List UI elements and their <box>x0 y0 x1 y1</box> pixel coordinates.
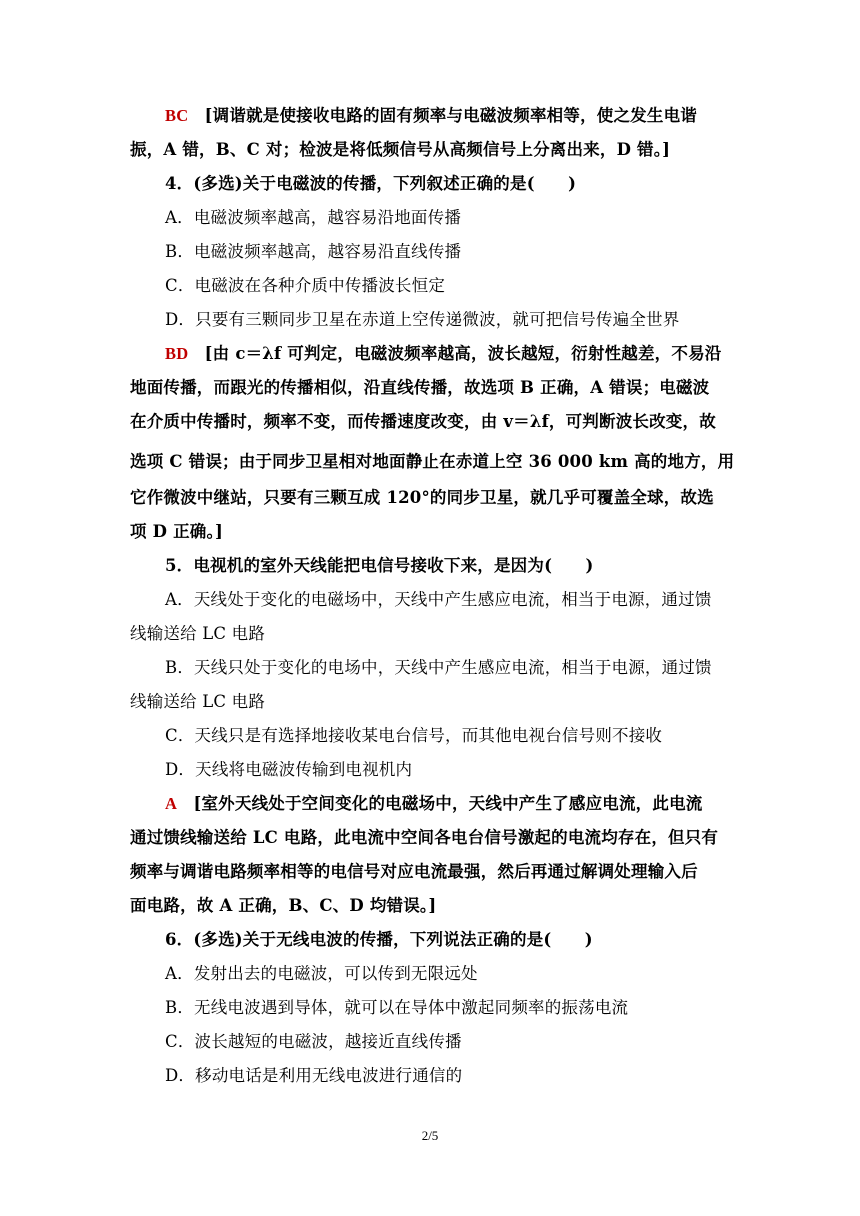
q5-answer-letters: A <box>165 794 178 813</box>
q5-answer-text: [室外天线处于空间变化的电磁场中，天线中产生了感应电流，此电流 <box>193 794 703 813</box>
q5-option-a-line-2: 线输送给 LC 电路 <box>130 624 266 643</box>
q5-answer-line-4: 面电路，故 A 正确，B、C、D 均错误。] <box>130 896 437 915</box>
q5-option-b-line-2: 线输送给 LC 电路 <box>130 692 266 711</box>
q3-answer-line-2: 振，A 错，B、C 对；检波是将低频信号从高频信号上分离出来，D 错。] <box>130 140 671 159</box>
q4-answer-line-2: 地面传播，而跟光的传播相似，沿直线传播，故选项 B 正确，A 错误；电磁波 <box>130 378 710 397</box>
q5-option-a-line-1: A．天线处于变化的电磁场中，天线中产生感应电流，相当于电源，通过馈 <box>165 590 712 609</box>
q3-answer-letters: BC <box>165 106 189 125</box>
q6-option-a: A．发射出去的电磁波，可以传到无限远处 <box>165 964 478 983</box>
q3-answer-line-1 <box>165 105 765 127</box>
q5-answer-line-2: 通过馈线输送给 LC 电路，此电流中空间各电台信号激起的电流均存在，但只有 <box>130 828 719 847</box>
q4-option-c: C．电磁波在各种介质中传播波长恒定 <box>165 276 446 295</box>
q4-option-a: A．电磁波频率越高，越容易沿地面传播 <box>165 208 462 227</box>
q4-answer-text: [由 c＝λf 可判定，电磁波频率越高，波长越短，衍射性越差，不易沿 <box>204 344 722 363</box>
q5-stem: 5．电视机的室外天线能把电信号接收下来，是因为( ) <box>165 556 594 575</box>
q5-option-b-line-1: B．天线只处于变化的电场中，天线中产生感应电流，相当于电源，通过馈 <box>165 658 712 677</box>
q4-option-b: B．电磁波频率越高，越容易沿直线传播 <box>165 242 462 261</box>
q4-answer-letters: BD <box>165 344 189 363</box>
q4-answer-line-6: 项 D 正确。] <box>130 522 223 541</box>
q4-answer-line-1 <box>165 343 765 365</box>
q4-answer-line-3: 在介质中传播时，频率不变，而传播速度改变，由 v＝λf，可判断波长改变，故 <box>130 412 716 431</box>
q5-option-c: C．天线只是有选择地接收某电台信号，而其他电视台信号则不接收 <box>165 726 663 745</box>
q3-answer-explanation: [调谐就是使接收电路的固有频率与电磁波频率相等，使之发生电谐 <box>204 106 697 125</box>
q6-option-b: B．无线电波遇到导体，就可以在导体中激起同频率的振荡电流 <box>165 998 629 1017</box>
q6-option-c: C．波长越短的电磁波，越接近直线传播 <box>165 1032 462 1051</box>
q6-option-d: D．移动电话是利用无线电波进行通信的 <box>165 1066 463 1085</box>
q4-stem: 4．(多选)关于电磁波的传播，下列叙述正确的是( ) <box>165 174 577 193</box>
q6-stem: 6．(多选)关于无线电波的传播，下列说法正确的是( ) <box>165 930 593 949</box>
q4-answer-line-5: 它作微波中继站，只要有三颗互成 120°的同步卫星，就几乎可覆盖全球，故选 <box>130 488 714 507</box>
q5-answer-line-1 <box>165 793 765 815</box>
page-number: 2/5 <box>421 1128 439 1143</box>
q4-answer-line-4: 选项 C 错误；由于同步卫星相对地面静止在赤道上空 36 000 km 高的地方，用 <box>130 452 735 471</box>
q5-option-d: D．天线将电磁波传输到电视机内 <box>165 760 413 779</box>
q5-answer-line-3: 频率与调谐电路频率相等的电信号对应电流最强，然后再通过解调处理输入后 <box>130 862 698 881</box>
q4-option-d: D．只要有三颗同步卫星在赤道上空传递微波，就可把信号传遍全世界 <box>165 310 680 329</box>
